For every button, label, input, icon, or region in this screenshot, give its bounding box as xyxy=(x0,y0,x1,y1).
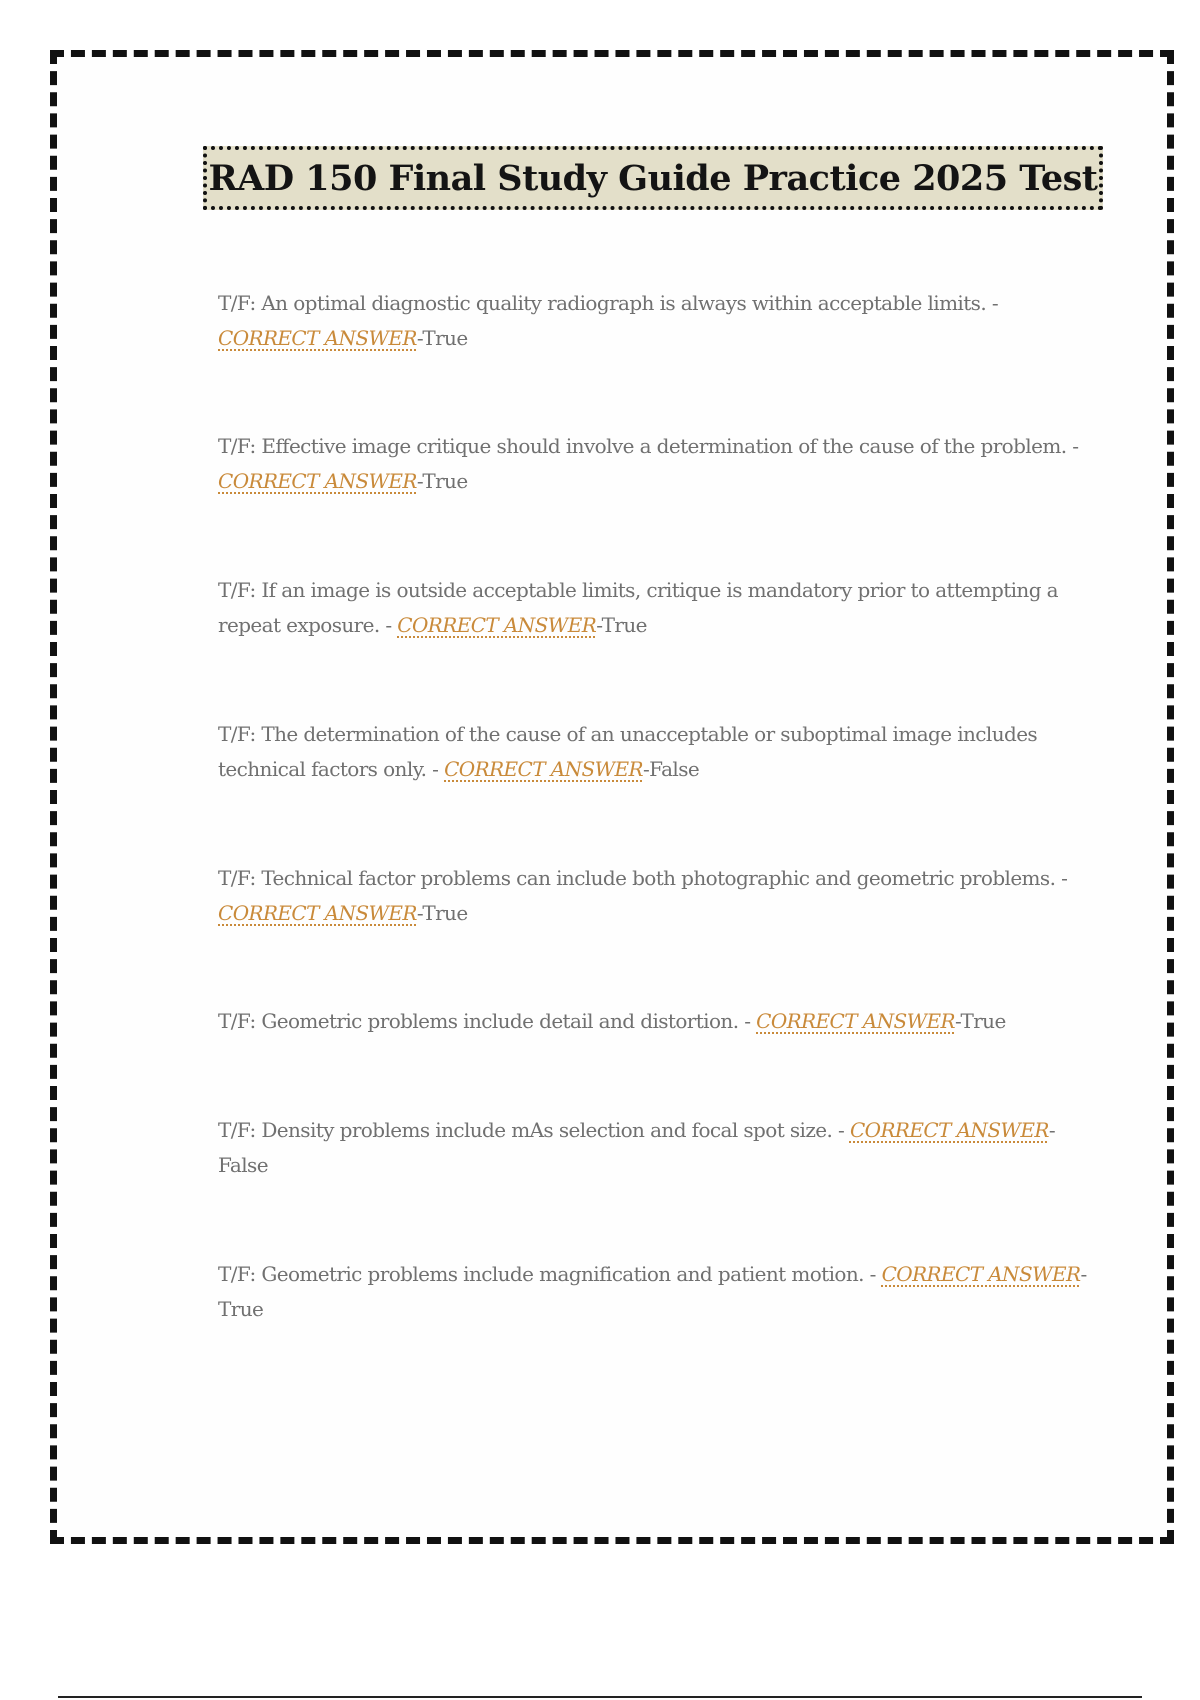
question-item-2 xyxy=(218,429,1088,499)
question-item-8 xyxy=(218,1257,1088,1327)
answer-value: -False xyxy=(643,757,700,781)
question-text: T/F: Effective image critique should involve a determination of the cause of the problem. - xyxy=(218,434,1079,458)
correct-answer-label: CORRECT ANSWER xyxy=(397,613,597,637)
question-item-7 xyxy=(218,1113,1088,1183)
footer-rule xyxy=(58,1696,1142,1698)
correct-answer-label: CORRECT ANSWER xyxy=(756,1009,956,1033)
correct-answer-label: CORRECT ANSWER xyxy=(849,1118,1049,1142)
correct-answer-label: CORRECT ANSWER xyxy=(218,901,417,925)
answer-value: -True xyxy=(416,469,468,493)
correct-answer-label: CORRECT ANSWER xyxy=(218,469,417,493)
correct-answer-label: CORRECT ANSWER xyxy=(218,326,417,350)
page-title: RAD 150 Final Study Guide Practice 2025 Test xyxy=(208,157,1098,199)
question-text: T/F: An optimal diagnostic quality radiograph is always within acceptable limits. - xyxy=(218,291,999,315)
answer-value: -True xyxy=(218,1262,1087,1321)
question-text: T/F: The determination of the cause of an unacceptable or suboptimal image includes technical factors only. - xyxy=(218,722,1038,781)
question-item-6 xyxy=(218,1004,1088,1039)
answer-value: -True xyxy=(596,613,647,637)
question-item-4 xyxy=(218,717,1088,787)
question-text: T/F: If an image is outside acceptable limits, critique is mandatory prior to attempting a repeat exposure. - xyxy=(218,578,1058,637)
correct-answer-label: CORRECT ANSWER xyxy=(881,1262,1081,1286)
title-box xyxy=(203,146,1103,210)
answer-value: -True xyxy=(416,326,468,350)
answer-value: -True xyxy=(955,1009,1006,1033)
question-text: T/F: Technical factor problems can include both photographic and geometric problems. - xyxy=(218,866,1068,890)
answer-value: -True xyxy=(416,901,468,925)
correct-answer-label: CORRECT ANSWER xyxy=(444,757,643,781)
question-item-1 xyxy=(218,286,1088,356)
question-text: T/F: Geometric problems include detail and distortion. - xyxy=(218,1009,751,1033)
question-text: T/F: Geometric problems include magnification and patient motion. - xyxy=(218,1262,876,1286)
answer-value: -False xyxy=(218,1118,1056,1177)
question-item-5 xyxy=(218,861,1088,931)
question-text: T/F: Density problems include mAs selection and focal spot size. - xyxy=(218,1118,845,1142)
question-item-3 xyxy=(218,573,1088,643)
